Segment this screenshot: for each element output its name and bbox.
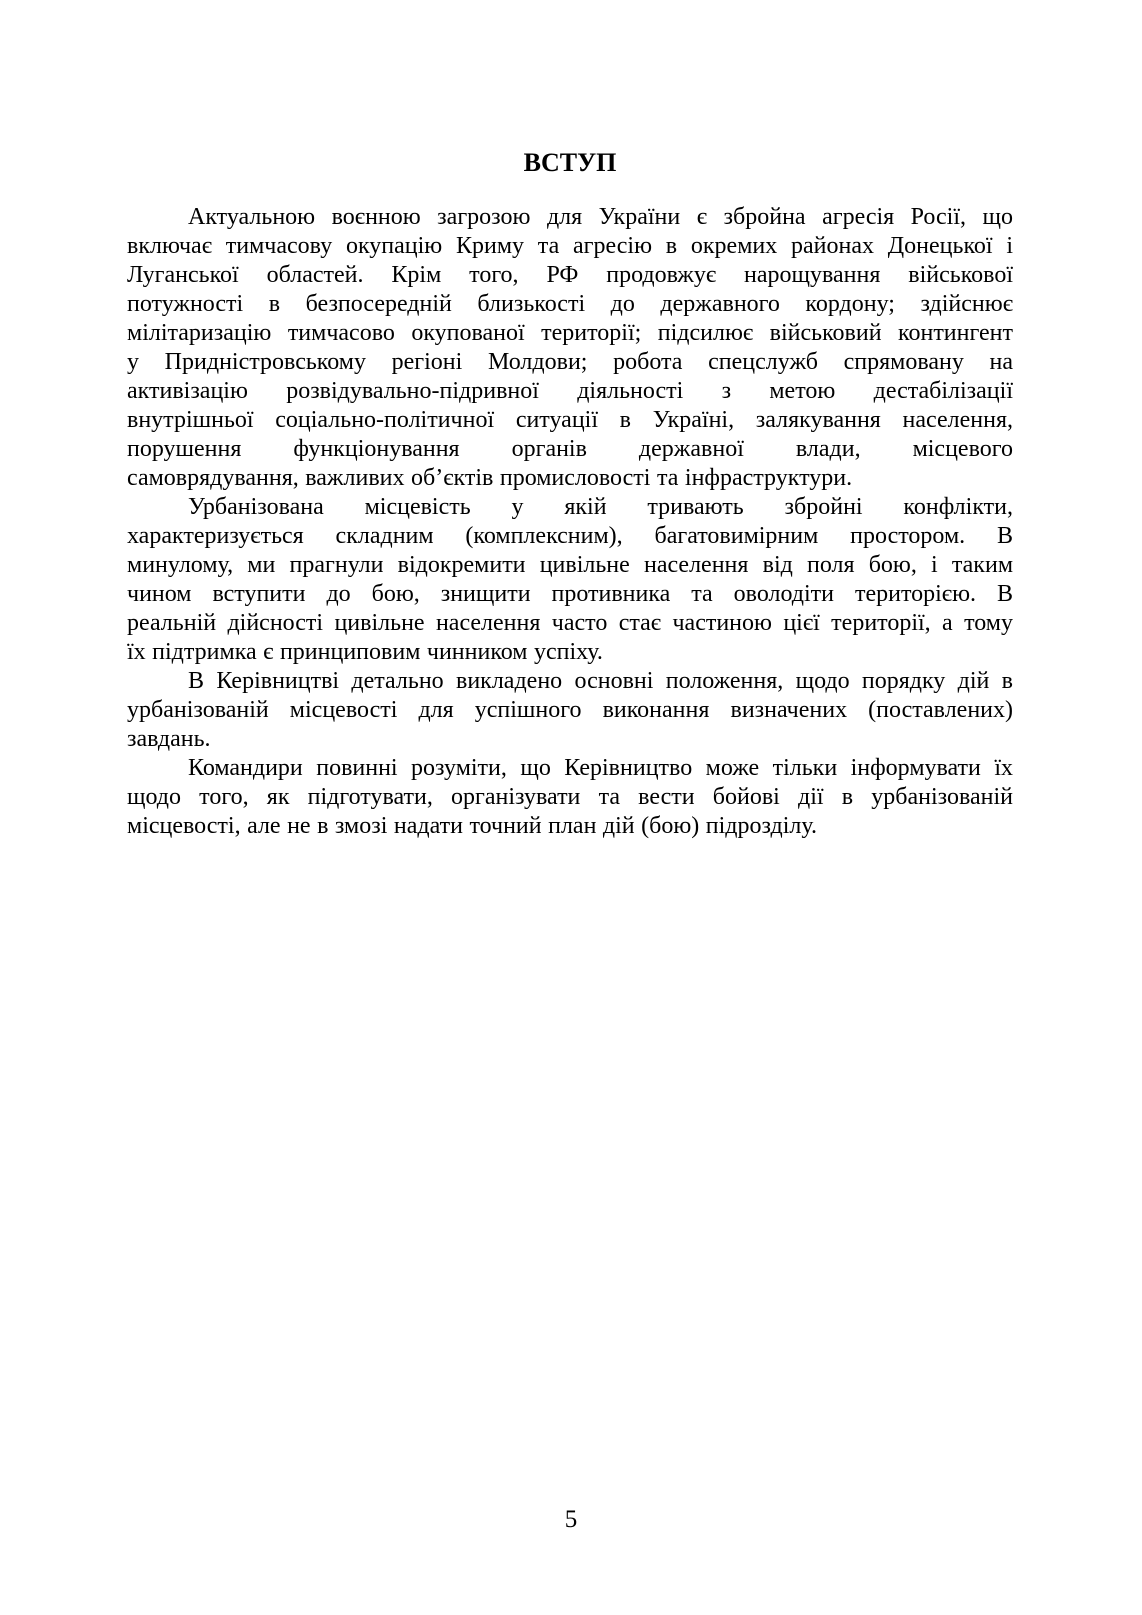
text-line: завдань. (127, 726, 211, 752)
text-line: у Придністровському регіоні Молдови; робота спецслужб спрямовану на (127, 349, 1013, 375)
text-line: внутрішньої соціально-політичної ситуації в Україні, залякування населення, (127, 407, 1013, 433)
text-line: порушення функціонування органів державної влади, місцевого (127, 436, 1013, 462)
paragraph (127, 493, 1013, 667)
text-line: минулому, ми прагнули відокремити цивільне населення від поля бою, і таким (127, 552, 1013, 578)
text-line: Командири повинні розуміти, що Керівництво може тільки інформувати їх (188, 755, 1013, 781)
text-line: реальній дійсності цивільне населення часто стає частиною цієї території, а тому (127, 610, 1013, 636)
text-line: щодо того, як підготувати, організувати та вести бойові дії в урбанізованій (127, 784, 1013, 810)
page-number: 5 (564, 1506, 578, 1533)
text-line: включає тимчасову окупацію Криму та агресію в окремих районах Донецької і (127, 233, 1013, 259)
text-line: самоврядування, важливих об’єктів промисловості та інфраструктури. (127, 465, 853, 491)
paragraph (127, 667, 1013, 754)
text-line: Луганської областей. Крім того, РФ продовжує нарощування військової (127, 262, 1013, 288)
text-line: характеризується складним (комплексним), багатовимірним простором. В (127, 523, 1013, 549)
text-line: їх підтримка є принциповим чинником успіху. (127, 639, 603, 665)
text-line: урбанізованій місцевості для успішного виконання визначених (поставлених) (127, 697, 1013, 723)
paragraph (127, 203, 1013, 493)
paragraph (127, 754, 1013, 841)
text-line: Актуальною воєнною загрозою для України є збройна агресія Росії, що (188, 204, 1013, 230)
text-line: В Керівництві детально викладено основні положення, щодо порядку дій в (188, 668, 1013, 694)
text-line: Урбанізована місцевість у якій тривають збройні конфлікти, (188, 494, 1013, 520)
text-line: активізацію розвідувально-підривної діяльності з метою дестабілізації (127, 378, 1013, 404)
text-line: чином вступити до бою, знищити противника та оволодіти територією. В (127, 581, 1013, 607)
text-line: потужності в безпосередній близькості до державного кордону; здійснює (127, 291, 1013, 317)
text-line: мілітаризацію тимчасово окупованої території; підсилює військовий контингент (127, 320, 1013, 346)
document-body (127, 203, 1013, 841)
text-line: місцевості, але не в змозі надати точний план дій (бою) підрозділу. (127, 813, 817, 839)
page-title: ВСТУП (523, 148, 617, 177)
